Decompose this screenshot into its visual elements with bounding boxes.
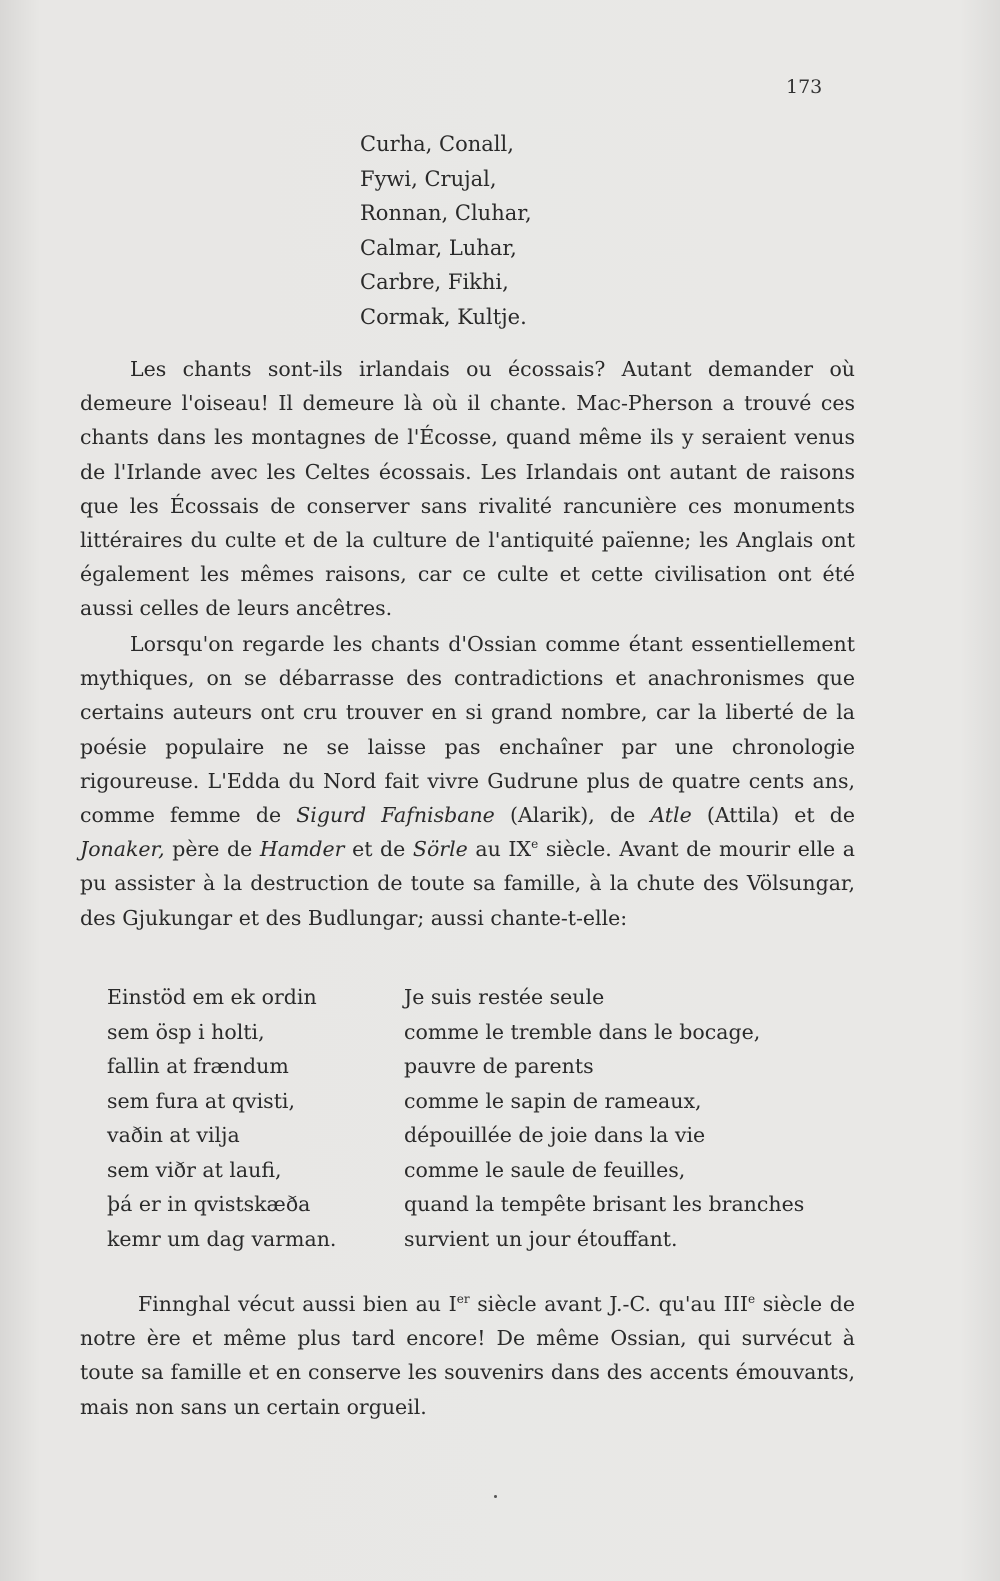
verse-line: kemr um dag varman. <box>107 1226 337 1251</box>
verse-line: Einstöd em ek ordin <box>107 985 317 1009</box>
verse-translation <box>404 980 804 1256</box>
verse-line: þá er in qvistskæða <box>107 1192 311 1216</box>
paragraph-finnghal <box>80 1287 855 1424</box>
verse-line: sem viðr at laufi, <box>107 1157 282 1182</box>
paragraph-text: Les chants sont-ils irlandais ou écossais? Autant demander où demeure l'oiseau! Il demeure là où il chante. Mac-Pherson a trouvé ces chants dans les montagnes de l'Écosse, quand même ils y seraient venus de l'Irlande avec les Celtes écossais. Les Irlandais ont autant de raisons que les Écossais de conserver sans rivalité rancunière ces monuments littéraires du culte et de la culture de l'antiquité païenne; les Anglais ont également les mêmes raisons, car ce culte et cette civilisation ont été aussi celles de leurs ancêtres. <box>80 357 855 621</box>
verse-line: comme le saule de feuilles, <box>404 1157 686 1182</box>
verse-line: Je suis restée seule <box>404 985 605 1009</box>
ink-speck <box>494 1495 497 1498</box>
names-line: Fywi, Crujal, <box>360 166 497 191</box>
names-line: Carbre, Fikhi, <box>360 270 509 294</box>
paragraph-text: Finnghal vécut aussi bien au Ier siècle avant J.-C. qu'au IIIe siècle de notre ère et même plus tard encore! De même Ossian, qui survécut à toute sa famille et en conserve les souvenirs dans des accents émouvants, mais non sans un certain orgueil. <box>80 1292 855 1419</box>
verse-line: sem ösp i holti, <box>107 1019 265 1044</box>
paragraph-text: Lorsqu'on regarde les chants d'Ossian comme étant essentiellement mythiques, on se débarrasse des contradictions et anachronismes que certains auteurs ont cru trouver en si grand nombre, car la liberté de la poésie populaire ne se laisse pas enchaîner par une chronologie rigoureuse. L'Edda du Nord fait vivre Gudrune plus de quatre cents ans, comme femme de Sigurd Fafnisbane (Alarik), de Atle (Attila) et de Jonaker, père de Hamder et de Sörle au IXe siècle. Avant de mourir elle a pu assister à la destruction de toute sa famille, à la chute des Völsungar, des Gjukungar et des Budlungar; aussi chante-t-elle: <box>80 632 855 930</box>
verse-line: fallin at frændum <box>107 1054 289 1078</box>
verse-line: quand la tempête brisant les branches <box>404 1192 805 1216</box>
verse-line: vaðin at vilja <box>107 1123 240 1147</box>
names-list <box>360 127 532 334</box>
verse-line: survient un jour étouffant. <box>404 1226 678 1251</box>
names-line: Calmar, Luhar, <box>360 235 517 260</box>
verse-line: comme le tremble dans le bocage, <box>404 1019 761 1044</box>
names-line: Cormak, Kultje. <box>360 304 527 329</box>
verse-line: sem fura at qvisti, <box>107 1088 296 1113</box>
verse-original <box>107 980 336 1256</box>
verse-line: comme le sapin de rameaux, <box>404 1088 702 1113</box>
page-number: 173 <box>786 76 823 98</box>
verse-line: pauvre de parents <box>404 1054 594 1078</box>
names-line: Curha, Conall, <box>360 132 514 156</box>
verse-line: dépouillée de joie dans la vie <box>404 1123 706 1147</box>
names-line: Ronnan, Cluhar, <box>360 201 532 225</box>
paragraph-origin <box>80 352 855 626</box>
paragraph-mythic <box>80 627 855 935</box>
